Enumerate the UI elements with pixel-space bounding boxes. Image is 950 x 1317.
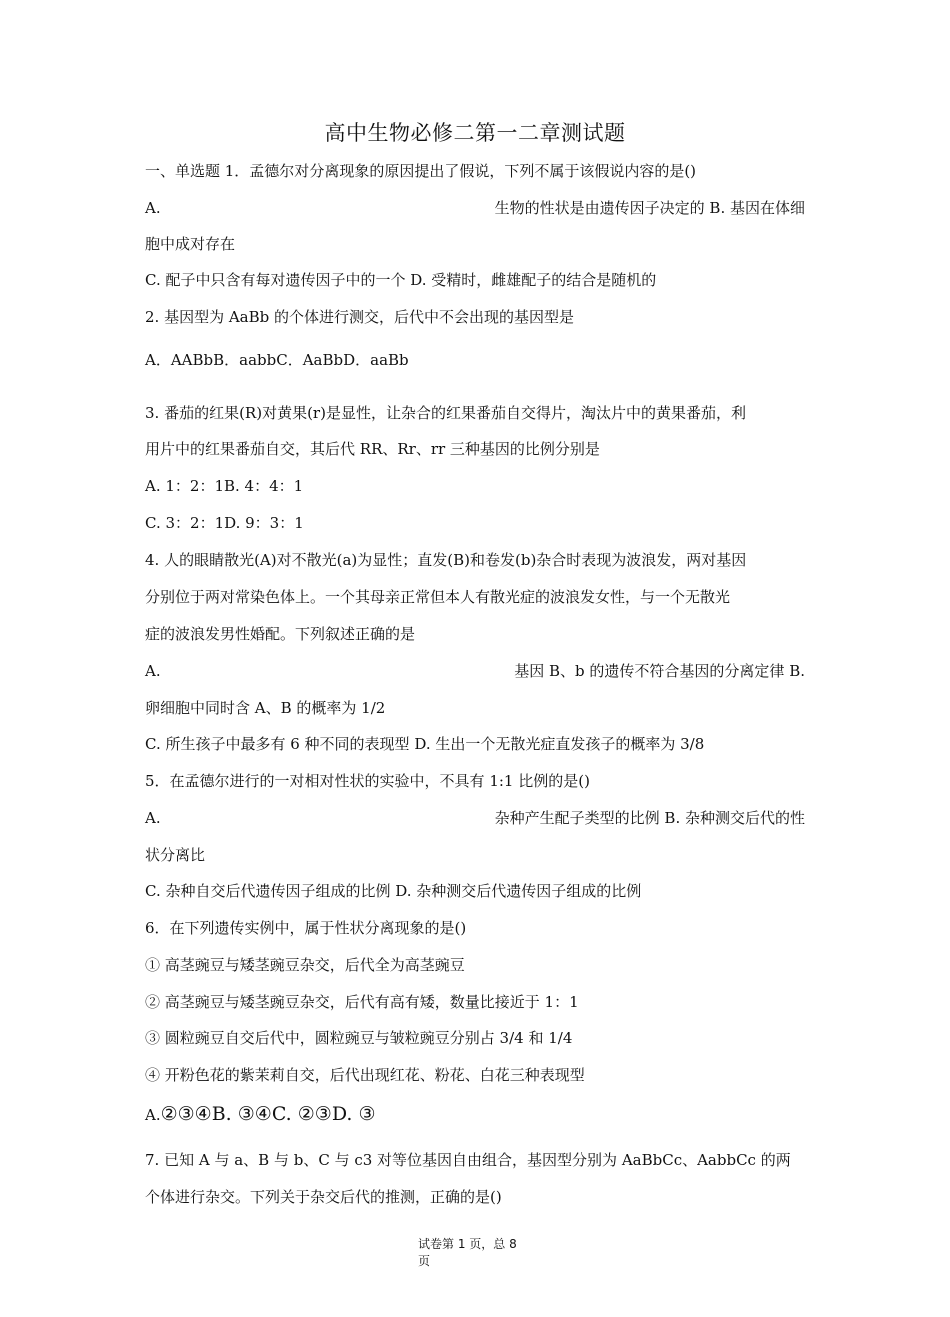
q6-item-4: ④ 开粉色花的紫茉莉自交，后代出现红花、粉花、白花三种表现型 [145,1066,585,1084]
q1-option-a-row [145,198,805,218]
q6-item-3: ③ 圆粒豌豆自交后代中，圆粒豌豆与皱粒豌豆分别占 3/4 和 1/4 [145,1029,573,1047]
q5-option-a-text: 杂种产生配子类型的比例 B. 杂种测交后代的性 [494,809,805,827]
q6-options-choices: ②③④B. ③④C. ②③D. ③ [160,1103,376,1125]
q3-options-ab: A. 1：2：1B. 4：4：1 [145,477,304,495]
q2-stem: 2. 基因型为 AaBb 的个体进行测交，后代中不会出现的基因型是 [145,308,575,326]
q6-item-1: ① 高茎豌豆与矮茎豌豆杂交，后代全为高茎豌豆 [145,956,465,974]
page-footer [418,1236,538,1270]
q1-options-cd: C. 配子中只含有每对遗传因子中的一个 D. 受精时，雌雄配子的结合是随机的 [145,271,657,289]
q5-stem: 5．在孟德尔进行的一对相对性状的实验中，不具有 1:1 比例的是() [145,772,590,790]
q6-options-prefix: A. [145,1106,161,1124]
q1-stem: 一、单选题 1．孟德尔对分离现象的原因提出了假说，下列不属于该假说内容的是() [145,162,697,180]
q2-options: A．AABbB．aabbC．AaBbD．aaBb [145,351,409,369]
q3-options-cd: C. 3：2：1D. 9：3：1 [145,514,304,532]
q6-item-2: ② 高茎豌豆与矮茎豌豆杂交，后代有高有矮，数量比接近于 1：1 [145,993,579,1011]
q1-option-a-text: 生物的性状是由遗传因子决定的 B. 基因在体细 [494,199,805,217]
footer-page-count: 试卷第 1 页，总 8 [418,1237,517,1251]
q4-options-cd: C. 所生孩子中最多有 6 种不同的表现型 D. 生出一个无散光症直发孩子的概率为 3/8 [145,735,705,753]
q1-option-b-continued: 胞中成对存在 [145,235,236,253]
q6-stem: 6．在下列遗传实例中，属于性状分离现象的是() [145,919,467,937]
page-title: 高中生物必修二第一二章测试题 [324,121,626,145]
q3-stem-line2: 用片中的红果番茄自交，其后代 RR、Rr、rr 三种基因的比例分别是 [145,440,600,458]
q4-stem-line3: 症的波浪发男性婚配。下列叙述正确的是 [145,625,416,643]
q6-options [145,1104,376,1125]
q3-stem-line1: 3. 番茄的红果(R)对黄果(r)是显性，让杂合的红果番茄自交得片，淘汰片中的黄果番茄，利 [145,404,746,422]
q4-stem-line2: 分别位于两对常染色体上。一个其母亲正常但本人有散光症的波浪发女性，与一个无散光 [145,588,731,606]
q1-option-a-label: A. [145,199,161,217]
q7-stem-line2: 个体进行杂交。下列关于杂交后代的推测，正确的是() [145,1188,502,1206]
q5-option-a-row [145,808,805,828]
q4-option-a-text: 基因 B、b 的遗传不符合基因的分离定律 B. [514,662,805,680]
q5-option-b-continued: 状分离比 [145,846,206,864]
q4-stem-line1: 4. 人的眼睛散光(A)对不散光(a)为显性；直发(B)和卷发(b)杂合时表现为波浪发，两对基因 [145,551,747,569]
q5-options-cd: C. 杂种自交后代遗传因子组成的比例 D. 杂种测交后代遗传因子组成的比例 [145,882,642,900]
footer-page-suffix: 页 [418,1254,431,1268]
q4-option-a-label: A. [145,662,161,680]
q4-option-b-continued: 卵细胞中同时含 A、B 的概率为 1/2 [145,699,386,717]
q4-option-a-row [145,661,805,681]
q7-stem-line1: 7. 已知 A 与 a、B 与 b、C 与 c3 对等位基因自由组合，基因型分别为 AaBbCc、AabbCc 的两 [145,1151,791,1169]
q5-option-a-label: A. [145,809,161,827]
